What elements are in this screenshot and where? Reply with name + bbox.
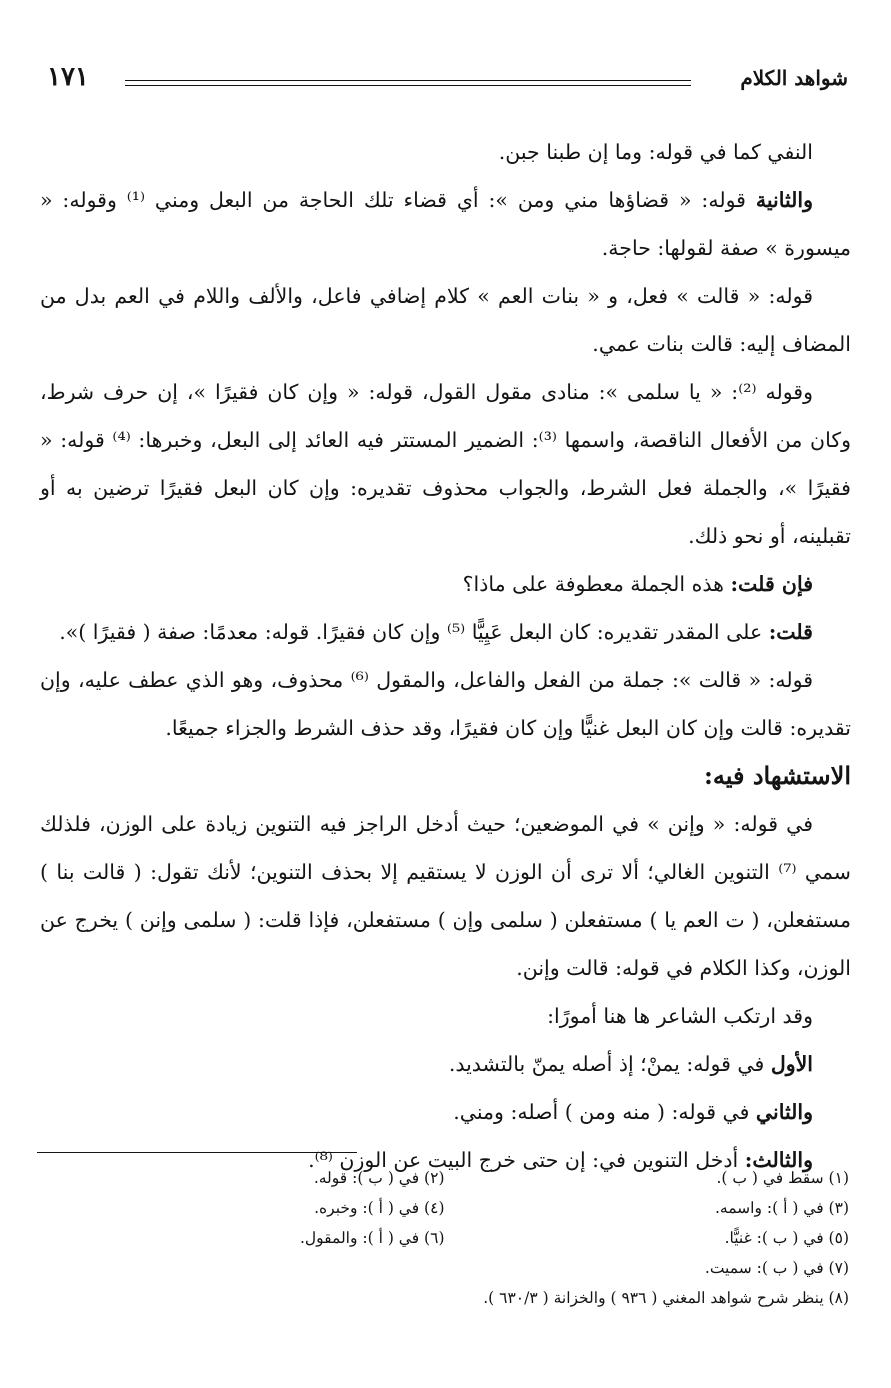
- footnote: (٦) في ( أ ): والمقول.: [299, 1229, 445, 1247]
- footnote: (٥) في ( ب ): غنيًّا.: [724, 1229, 849, 1247]
- paragraph: وقوله ⁽²⁾: « يا سلمى »: منادى مقول القول، قوله: « وإن كان فقيرًا »، إن حرف شرط، وكان من الأفعال الناقصة، واسمها ⁽³⁾: الضمير المستتر فيه العائد إلى البعل، وخبرها: ⁽⁴⁾ قوله: « فقيرًا »، والجملة فعل الشرط، والجواب محذوف تقديره: وإن كان البعل فقيرًا ترضين به أو تقبلينه، أو نحو ذلك.: [40, 380, 851, 548]
- footnote-row: [40, 1253, 849, 1283]
- page-header: [35, 60, 856, 108]
- paragraph: والثاني في قوله: ( منه ومن ) أصله: ومني.: [453, 1100, 813, 1124]
- footnote: (٨) ينظر شرح شواهد المغني ( ٩٣٦ ) والخزانة ( ٦٣٠/٣ ).: [483, 1289, 849, 1307]
- paragraph: النفي كما في قوله: وما إن طبنا جبن.: [498, 140, 813, 164]
- page-number: ١٧١: [47, 62, 89, 92]
- paragraph: في قوله: « وإنن » في الموضعين؛ حيث أدخل الراجز فيه التنوين زيادة على الوزن، فلذلك سمي ⁽⁷⁾ التنوين الغالي؛ ألا ترى أن الوزن لا يستقيم إلا بحذف التنوين؛ لأنك تقول: ( قالت بنا ) مستفعلن، ( ت العم يا ) مستفعلن ( سلمى وإن ) مستفعلن، فإذا قلت: ( سلمى وإنن ) يخرج عن الوزن، وكذا الكلام في قوله: قالت وإنن.: [40, 812, 851, 980]
- paragraph: الأول في قوله: يمنْ؛ إذ أصله يمنّ بالتشديد.: [448, 1052, 813, 1076]
- footnote-row: [40, 1283, 849, 1313]
- paragraph: قلت: على المقدر تقديره: كان البعل عَيِيًّا ⁽⁵⁾ وإن كان فقيرًا. قوله: معدمًا: صفة ( فقيرًا )».: [59, 620, 813, 644]
- footnotes: [40, 1163, 849, 1313]
- paragraph: قوله: « قالت » فعل، و « بنات العم » كلام إضافي فاعل، والألف واللام في العم بدل من المضاف إليه: قالت بنات عمي.: [40, 284, 851, 356]
- footnote: (٤) في ( أ ): وخبره.: [314, 1199, 445, 1217]
- footnote: (١) سقط في ( ب ).: [716, 1169, 849, 1187]
- paragraph: فإن قلت: هذه الجملة معطوفة على ماذا؟: [462, 572, 813, 596]
- running-title: شواهد الكلام: [740, 66, 848, 90]
- header-rule: [125, 80, 691, 86]
- section-heading: الاستشهاد فيه:: [704, 761, 851, 790]
- paragraph: والثانية قوله: « قضاؤها مني ومن »: أي قضاء تلك الحاجة من البعل ومني ⁽¹⁾ وقوله: « ميسورة » صفة لقولها: حاجة.: [40, 188, 851, 260]
- footnote: (٣) في ( أ ): واسمه.: [714, 1199, 849, 1217]
- footnote-separator: [37, 1152, 357, 1153]
- footnote: (٧) في ( ب ): سميت.: [704, 1259, 849, 1277]
- footnote-row: [40, 1163, 849, 1193]
- footnote-row: [40, 1193, 849, 1223]
- footnote-row: [40, 1223, 849, 1253]
- paragraph: قوله: « قالت »: جملة من الفعل والفاعل، والمقول ⁽⁶⁾ محذوف، وهو الذي عطف عليه، وإن تقديره: قالت وإن كان البعل غنيًّا وإن كان فقيرًا، وقد حذف الشرط والجزاء جميعًا.: [40, 668, 851, 740]
- footnote: (٢) في ( ب ): قوله.: [313, 1169, 445, 1187]
- paragraph: والثالث: أدخل التنوين في: إن حتى خرج البيت عن الوزن ⁽⁸⁾.: [308, 1148, 813, 1172]
- main-text: [40, 128, 851, 1184]
- paragraph: وقد ارتكب الشاعر ها هنا أمورًا:: [547, 1004, 813, 1028]
